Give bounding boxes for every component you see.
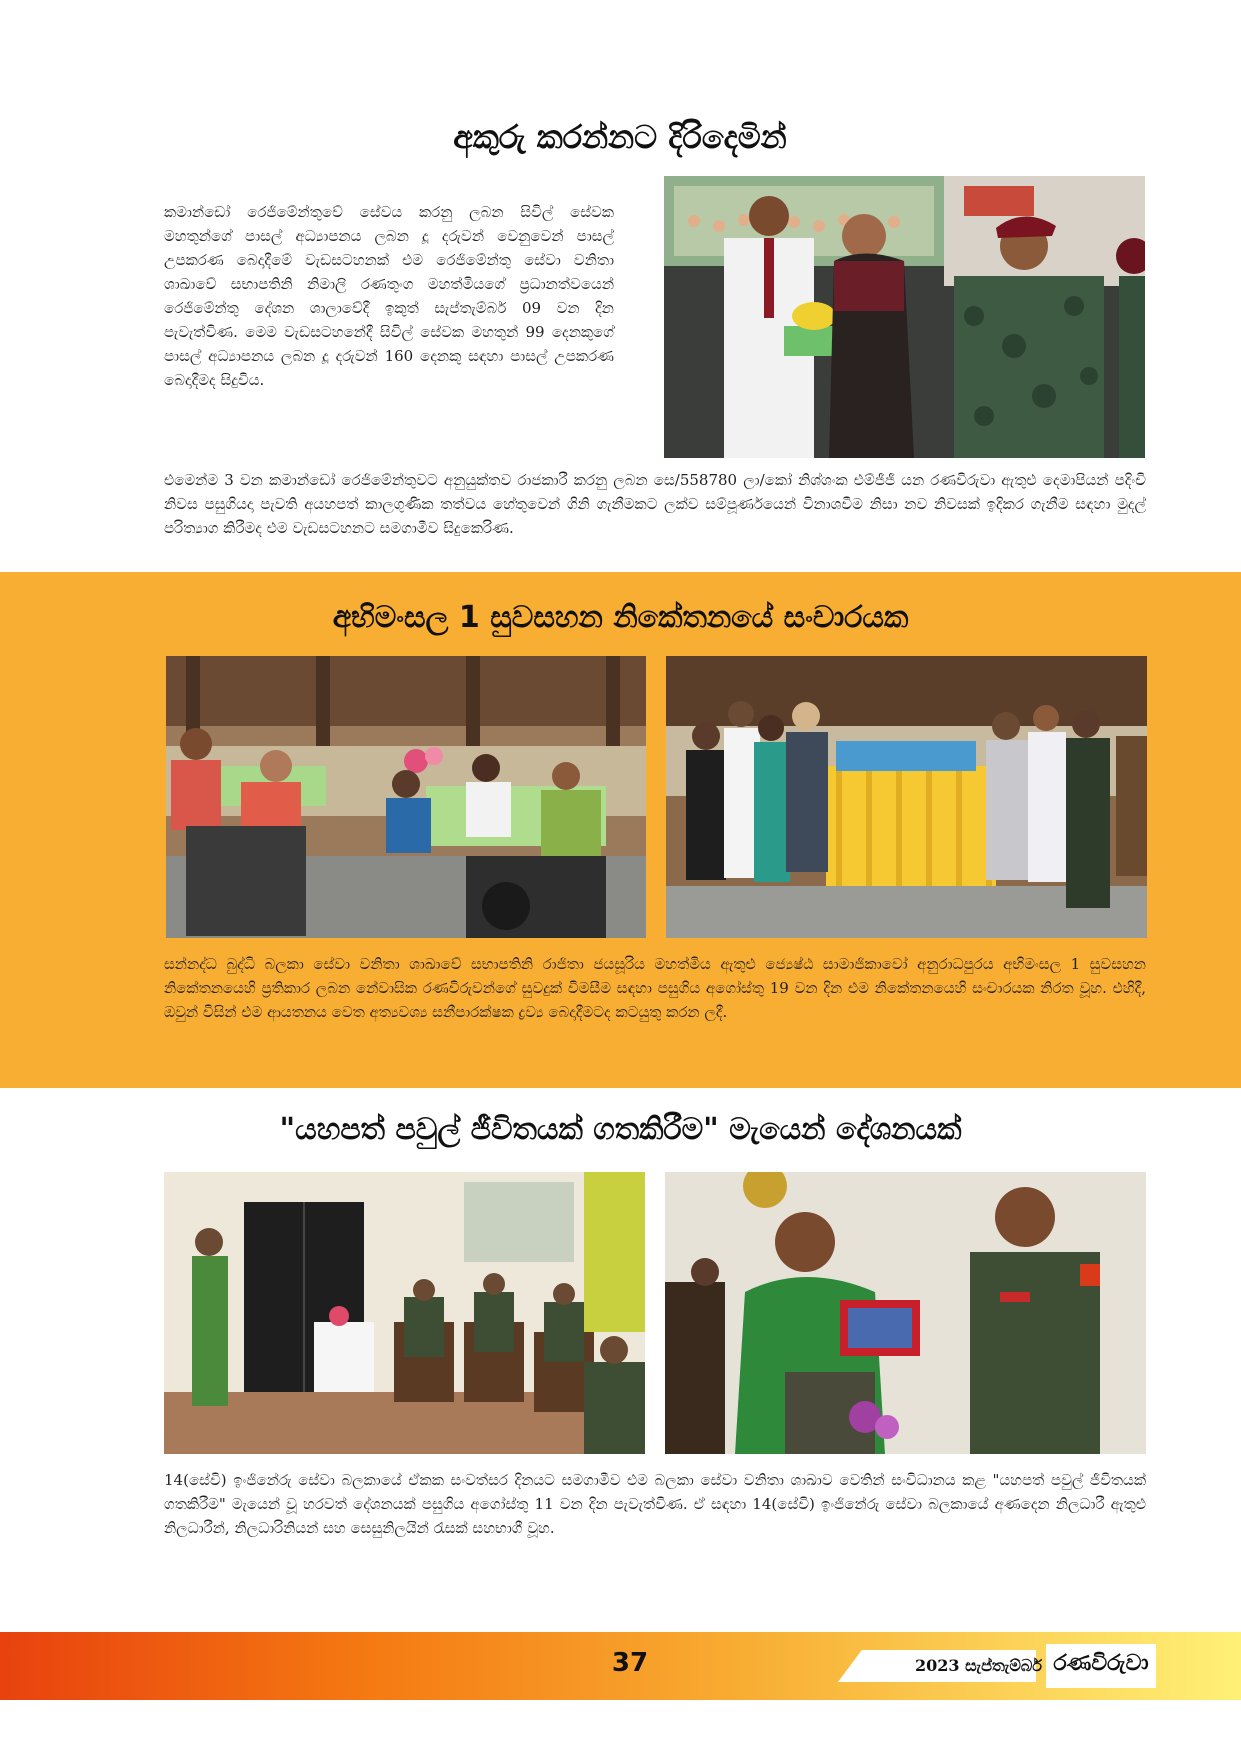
magazine-logo: රණවිරුවා [1053, 1651, 1149, 1676]
section1-title: අකුරු කරන්නට දිරිදෙමින් [453, 118, 787, 156]
section2-paragraph: සන්නද්ධ බුද්ධි බලකා සේවා වනිතා ශාඛාවේ සභාපතිනි රාජිතා ජයසූරිය මහත්මිය ඇතුළු ජ්‍යෙෂ්ඨ සාමාජිකාවෝ අනුරාධපුරය අභිමංසල 1 සුවසහන නිකේතනයෙහි ප්‍රතිකාර ලබන නේවාසික රණවිරුවන්ගේ සුවදුක් විමසීම සඳහා පසුගිය අගෝස්තු 19 වන දින එම නිකේතනයෙහි සංචාරයක නිරත වූහ. එහිදී, ඔවුන් විසින් එම ආයතනය වෙත අත්‍යවශ්‍ය සනීපාරක්ෂක ද්‍රව්‍ය බෙදාදීමටද කටයුතු කරන ලදී. [164, 955, 1146, 1021]
photo-lecture-audience [164, 1172, 645, 1454]
section3-title: "යහපත් පවුල් ජීවිතයක් ගතකිරීම" මැයෙන් දේශනයක් [279, 1112, 962, 1147]
section1-paragraph: කමාන්ඩෝ රෙජිමේන්තුවේ සේවය කරනු ලබන සිවිල් සේවක මහතුන්ගේ පාසල් අධ්‍යාපනය ලබන දූ දරුවන් වෙනුවෙන් පාසල් උපකරණ බෙදාදීමේ වැඩසටහනක් එම රෙජිමේන්තු සේවා වනිතා ශාඛාවේ සභාපතිනි නිමාලි රණතුංග මහත්මියගේ ප්‍රධානත්වයෙන් රෙජිමේන්තු දේශන ශාලාවේදී ඉකුත් සැප්තැම්බර් 09 වන දින පැවැත්විණ. මෙම වැඩසටහනේදී සිවිල් සේවක මහතුන් 99 දෙනකුගේ පාසල් අධ්‍යාපනය ලබන දූ දරුවන් 160 දෙනකු සඳහා පාසල් උපකරණ බෙදාදීමද සිදුවිය. [164, 203, 614, 389]
section1-paragraph-2: එමෙන්ම 3 වන කමාන්ඩෝ රෙජිමේන්තුවට අනුයුක්තව රාජකාරී කරනු ලබන සෙ/558780 ලා/කෝ නිශ්ශංක එම්ජීජී යන රණවිරුවා ඇතුළු දෙමාපියන් පදිංචි නිවස පසුගියදා පැවති අයහපත් කාලගුණික තත්වය හේතුවෙන් ගිනි ගැනීමකට ලක්ව සම්පූර්ණයෙන් විනාශවීම නිසා නව නිවසක් ඉදිකර ගැනීම සඳහා මුදල් පරිත්‍යාග කිරීමද එම වැඩසටහනට සමගාමීව සිදුකෙරිණ. [164, 471, 1146, 537]
page-number: 37 [611, 1648, 649, 1678]
section2-title: අභිමංසල 1 සුවසහන නිකේතනයේ සංචාරයක [332, 600, 909, 635]
photo-student-receiving-gift [664, 176, 1145, 458]
photo-plaque-presentation [665, 1172, 1146, 1454]
issue-date: 2023 සැප්තැම්බර් [915, 1656, 1042, 1675]
photo-visit-tables [166, 656, 646, 938]
photo-donation-handover [666, 656, 1147, 938]
section3-paragraph: 14(සේවි) ඉංජිනේරු සේවා බලකායේ ඒකක සංවත්සර දිනයට සමගාමීව එම බලකා සේවා වනිතා ශාඛාව වෙතින් සංවිධානය කළ "යහපත් පවුල් ජීවිතයක් ගතකිරීම" මැයෙන් වූ හරවත් දේශනයක් පසුගිය අගෝස්තු 11 වන දින පැවැත්විණ. ඒ සඳහා 14(සේවි) ඉංජිනේරු සේවා බලකායේ අණදෙන නිලධාරී ඇතුළු නිලධාරීන්, නිලධාරිනියන් සහ සෙසුනිලයින් රැසක් සහභාගී වූහ. [164, 1471, 1146, 1537]
